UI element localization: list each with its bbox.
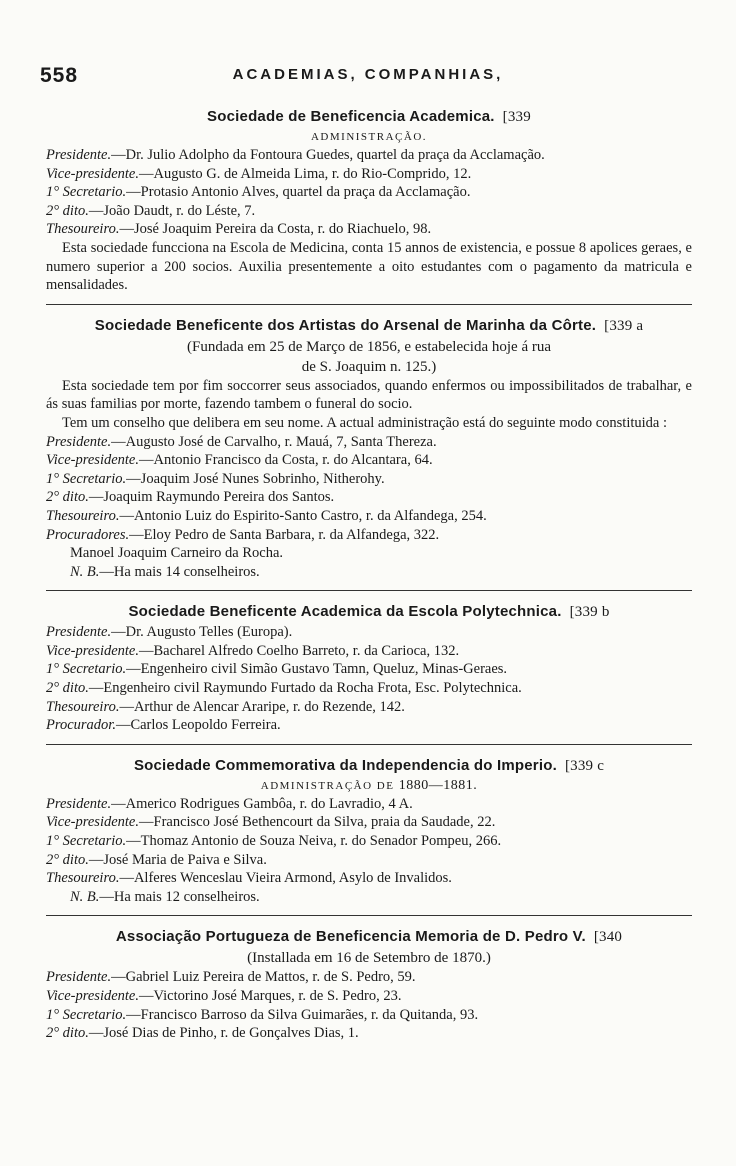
section-divider [46, 744, 692, 745]
member-extra-line: Manoel Joaquim Carneiro da Rocha. [70, 545, 284, 562]
section-divider [46, 915, 692, 916]
running-head: ACADEMIAS, COMPANHIAS, [232, 66, 504, 83]
member-line: Vice-presidente.—Bacharel Alfredo Coelho Barreto, r. da Carioca, 132. [46, 642, 460, 659]
section-title: Associação Portugueza de Beneficencia Memoria de D. Pedro V. [340 [115, 928, 623, 946]
section-ref: [339 b [569, 604, 610, 621]
section-title: Sociedade Beneficente dos Artistas do Arsenal de Marinha da Côrte. [339 a [94, 316, 644, 334]
section-title: Sociedade de Beneficencia Academica. [339 [207, 108, 531, 125]
section-founded: (Installada em 16 de Setembro de 1870.) [247, 950, 491, 967]
member-line: 2° dito.—José Dias de Pinho, r. de Gonçalves Dias, 1. [46, 1025, 359, 1042]
member-line: 1° Secretario.—Joaquim José Nunes Sobrinho, Nitherohy. [46, 470, 385, 487]
member-line: Vice-presidente.—Victorino José Marques, r. de S. Pedro, 23. [46, 988, 402, 1004]
section-commemorativa-independencia [46, 755, 692, 907]
section-divider [46, 304, 692, 305]
member-line: 1° Secretario.—Protasio Antonio Alves, quartel da praça da Acclamação. [46, 184, 471, 201]
member-line: 2° dito.—João Daudt, r. do Léste, 7. [46, 202, 256, 219]
member-line: Vice-presidente.—Francisco José Bethencourt da Silva, praia da Saudade, 22. [46, 814, 496, 831]
member-line: Thesoureiro.—Antonio Luiz do Espirito-Santo Castro, r. da Alfandega, 254. [46, 507, 487, 524]
section-description: Esta sociedade funcciona na Escola de Medicina, conta 15 annos de existencia, e possue 8 apolices geraes, e numero superior a 200 socios. Auxilia presentemente a oito estudantes com o pagamento da matricula e mensalidades. [46, 239, 692, 294]
note-line: N. B.—Ha mais 14 conselheiros. [70, 563, 260, 580]
section-title: Sociedade Commemorativa da Independencia do Imperio. [339 c [133, 756, 605, 774]
page-header [40, 64, 696, 88]
page-content [46, 106, 692, 1043]
member-line: 1° Secretario.—Engenheiro civil Simão Gustavo Tamn, Queluz, Minas-Geraes. [46, 661, 508, 678]
section-ref: [339 [502, 109, 531, 125]
member-line: Vice-presidente.—Antonio Francisco da Costa, r. do Alcantara, 64. [46, 452, 433, 469]
section-founded-address: de S. Joaquim n. 125.) [301, 358, 437, 375]
member-line: Presidente.—Dr. Augusto Telles (Europa). [46, 624, 293, 641]
member-line: Presidente.—Gabriel Luiz Pereira de Mattos, r. de S. Pedro, 59. [46, 969, 416, 986]
member-line: Procuradores.—Eloy Pedro de Santa Barbara, r. da Alfandega, 322. [46, 526, 440, 543]
page-number: 558 [40, 64, 79, 87]
section-beneficencia-academica [46, 106, 692, 295]
member-line: 2° dito.—Engenheiro civil Raymundo Furtado da Rocha Frota, Esc. Polytechnica. [46, 680, 522, 697]
section-title: Sociedade Beneficente Academica da Escola Polytechnica. [339 b [128, 603, 610, 621]
section-ref: [340 [593, 929, 623, 946]
member-line: 2° dito.—José Maria de Paiva e Silva. [46, 851, 267, 868]
member-line: 1° Secretario.—Thomaz Antonio de Souza Neiva, r. do Senador Pompeu, 266. [46, 833, 502, 850]
member-line: Thesoureiro.—Alferes Wenceslau Vieira Armond, Asylo de Invalidos. [46, 870, 452, 887]
section-ref: [339 c [564, 757, 605, 774]
member-line: Vice-presidente.—Augusto G. de Almeida Lima, r. do Rio-Comprido, 12. [46, 165, 472, 182]
member-line: Thesoureiro.—José Joaquim Pereira da Costa, r. do Riachuelo, 98. [46, 221, 432, 238]
section-subtitle: ADMINISTRAÇÃO DE 1880—1881. [260, 777, 478, 793]
section-artistas-arsenal [46, 315, 692, 582]
section-associacao-portugueza [46, 926, 692, 1042]
section-ref: [339 a [604, 317, 644, 334]
section-founded: (Fundada em 25 de Março de 1856, e estabelecida hoje á rua [186, 338, 552, 355]
section-escola-polytechnica [46, 601, 692, 735]
note-line: N. B.—Ha mais 12 conselheiros. [70, 888, 260, 905]
member-line: Presidente.—Augusto José de Carvalho, r. Mauá, 7, Santa Thereza. [46, 433, 437, 450]
member-line: Presidente.—Dr. Julio Adolpho da Fontoura Guedes, quartel da praça da Acclamação. [46, 147, 545, 163]
section-description: Esta sociedade tem por fim soccorrer seus associados, quando enfermos ou impossibilitados de trabalhar, e ás suas familias por morte, fazendo tambem o funeral do socio. [46, 377, 692, 413]
section-subtitle: ADMINISTRAÇÃO. [310, 131, 428, 143]
admin-years: 1880—1881. [398, 777, 478, 793]
member-line: Procurador.—Carlos Leopoldo Ferreira. [46, 717, 281, 734]
section-divider [46, 590, 692, 591]
member-line: 1° Secretario.—Francisco Barroso da Silva Guimarães, r. da Quitanda, 93. [46, 1006, 479, 1023]
member-line: Presidente.—Americo Rodrigues Gambôa, r. do Lavradio, 4 A. [46, 795, 413, 812]
member-line: 2° dito.—Joaquim Raymundo Pereira dos Santos. [46, 489, 335, 506]
section-description-2: Tem um conselho que delibera em seu nome. A actual administração está do seguinte modo constituida : [62, 414, 668, 431]
member-line: Thesoureiro.—Arthur de Alencar Araripe, r. do Rezende, 142. [46, 698, 405, 715]
